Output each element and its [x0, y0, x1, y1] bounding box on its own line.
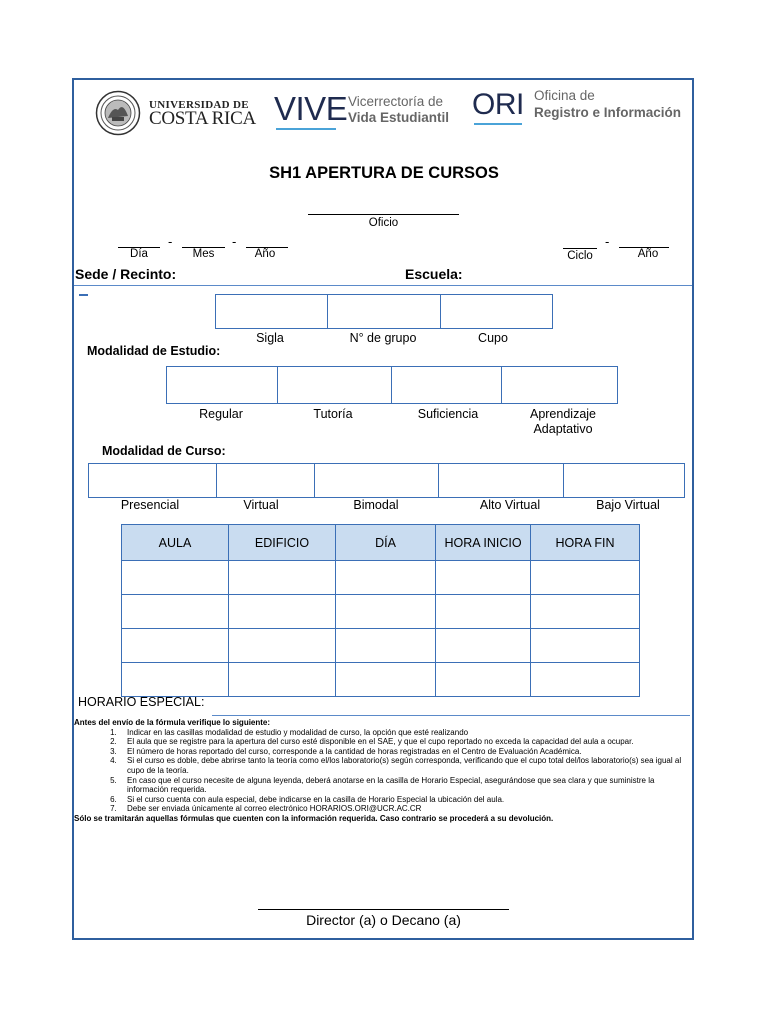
aula-cell[interactable]	[122, 561, 229, 595]
aprendizaje-adaptativo-box[interactable]	[501, 366, 618, 404]
mes-label: Mes	[192, 248, 215, 260]
hora-inicio-cell[interactable]	[436, 561, 531, 595]
instructions-intro: Antes del envío de la fórmula verifique lo siguiente:	[74, 718, 271, 727]
cupo-label: Cupo	[478, 331, 508, 345]
ucr-seal-logo	[95, 90, 141, 136]
ori-logo-word: ORI	[472, 88, 524, 121]
instruction-item: 6. Si el curso cuenta con aula especial, debe indicarse en la casilla de Horario Especial la ubicación del aula.	[119, 795, 694, 805]
tutoria-label: Tutoría	[313, 407, 353, 421]
ucr-name-line1: UNIVERSIDAD DE	[149, 99, 249, 111]
bajo-virtual-label: Bajo Virtual	[596, 498, 660, 512]
modalidad-estudio-row	[166, 366, 617, 404]
presencial-label: Presencial	[120, 498, 180, 512]
edificio-cell[interactable]	[229, 663, 336, 697]
table-row	[122, 629, 640, 663]
instruction-item: 2. El aula que se registre para la apertura del curso esté disponible en el SAE, y que el cupo reportado no exceda la capacidad del aula a ocupar.	[119, 737, 694, 747]
hora-inicio-cell[interactable]	[436, 595, 531, 629]
escuela-label: Escuela:	[405, 266, 463, 282]
ori-subtitle-line2: Registro e Información	[534, 105, 682, 120]
anio-label: Año	[254, 248, 276, 260]
suficiencia-label: Suficiencia	[417, 407, 479, 421]
vive-subtitle-line2: Vida Estudiantil	[348, 110, 450, 125]
regular-box[interactable]	[166, 366, 278, 404]
hora-inicio-header: HORA INICIO	[436, 525, 531, 561]
hora-fin-header: HORA FIN	[531, 525, 640, 561]
schedule-table	[121, 524, 640, 697]
dia-cell[interactable]	[336, 629, 436, 663]
adaptativo-label: Adaptativo	[533, 422, 593, 436]
ori-subtitle-line1: Oficina de	[534, 88, 595, 103]
instructions-list	[74, 728, 694, 814]
virtual-label: Virtual	[243, 498, 279, 512]
aula-cell[interactable]	[122, 595, 229, 629]
virtual-box[interactable]	[216, 463, 315, 498]
dia-header: DÍA	[336, 525, 436, 561]
hora-fin-cell[interactable]	[531, 629, 640, 663]
aula-cell[interactable]	[122, 629, 229, 663]
dia-cell[interactable]	[336, 663, 436, 697]
table-row	[122, 561, 640, 595]
instruction-item: 3. El número de horas reportado del curso, corresponde a la cantidad de horas registradas en el Centro de Evaluación Académica.	[119, 747, 694, 757]
suficiencia-box[interactable]	[391, 366, 502, 404]
date-separator: -	[168, 234, 173, 249]
regular-label: Regular	[199, 407, 243, 421]
aula-header: AULA	[122, 525, 229, 561]
date-separator: -	[232, 234, 237, 249]
anio2-label: Año	[637, 248, 659, 260]
hora-fin-cell[interactable]	[531, 663, 640, 697]
vive-logo-word: VIVE	[274, 90, 348, 127]
dia-cell[interactable]	[336, 595, 436, 629]
horario-especial-label: HORARIO ESPECIAL:	[78, 695, 205, 709]
ori-logo-underline	[474, 123, 522, 125]
edificio-cell[interactable]	[229, 561, 336, 595]
ucr-name-line2: COSTA RICA	[149, 108, 256, 129]
sede-label: Sede / Recinto:	[75, 266, 177, 282]
instructions-block	[74, 718, 694, 824]
modalidad-estudio-title: Modalidad de Estudio:	[87, 344, 221, 358]
instruction-item: 5. En caso que el curso necesite de alguna leyenda, deberá anotarse en la casilla de Horario Especial, asegurándose que sea clara y que suministre la información requerida.	[119, 776, 694, 795]
date-separator: -	[605, 234, 610, 249]
hora-inicio-cell[interactable]	[436, 629, 531, 663]
edificio-cell[interactable]	[229, 629, 336, 663]
hora-fin-cell[interactable]	[531, 595, 640, 629]
hora-fin-cell[interactable]	[531, 561, 640, 595]
presencial-box[interactable]	[88, 463, 217, 498]
sigla-box[interactable]	[215, 294, 328, 329]
table-row	[122, 663, 640, 697]
modalidad-curso-title: Modalidad de Curso:	[102, 444, 226, 458]
dia-label: Día	[130, 248, 148, 260]
table-row	[122, 595, 640, 629]
bimodal-label: Bimodal	[353, 498, 399, 512]
ciclo-field[interactable]	[563, 248, 597, 249]
alto-virtual-label: Alto Virtual	[479, 498, 541, 512]
aprendizaje-label: Aprendizaje	[529, 407, 596, 421]
ciclo-label: Ciclo	[567, 250, 593, 262]
sigla-label: Sigla	[256, 331, 284, 345]
edificio-cell[interactable]	[229, 595, 336, 629]
tutoria-box[interactable]	[277, 366, 392, 404]
signature-line[interactable]	[258, 909, 509, 910]
schedule-header-row	[122, 525, 640, 561]
course-fields-row	[215, 294, 552, 329]
signature-label: Director (a) o Decano (a)	[306, 912, 461, 928]
instruction-item: 7. Debe ser enviada únicamente al correo electrónico HORARIOS.ORI@UCR.AC.CR	[119, 804, 694, 814]
hora-inicio-cell[interactable]	[436, 663, 531, 697]
grupo-box[interactable]	[327, 294, 441, 329]
instruction-item: 4. Si el curso es doble, debe abrirse tanto la teoría como el/los laboratorio(s) según corresponda, verificando que el cupo total del/los laboratorio(s) sea igual al cupo de la teoría.	[119, 756, 694, 775]
modalidad-curso-row	[88, 463, 684, 498]
instructions-closing: Sólo se tramitarán aquellas fórmulas que cuenten con la información requerida. Caso contrario se procederá a su devolución.	[74, 813, 554, 823]
edificio-header: EDIFICIO	[229, 525, 336, 561]
vive-logo-underline	[276, 128, 336, 130]
dia-cell[interactable]	[336, 561, 436, 595]
horario-especial-field[interactable]	[212, 715, 690, 716]
oficio-label: Oficio	[368, 217, 399, 229]
oficio-field[interactable]	[308, 214, 459, 215]
bajo-virtual-box[interactable]	[563, 463, 685, 498]
instruction-item: 1. Indicar en las casillas modalidad de estudio y modalidad de curso, la opción que esté realizando	[119, 728, 694, 738]
vive-subtitle-line1: Vicerrectoría de	[348, 94, 444, 109]
form-title: SH1 APERTURA DE CURSOS	[269, 164, 499, 182]
cupo-box[interactable]	[440, 294, 553, 329]
bimodal-box[interactable]	[314, 463, 439, 498]
grupo-label: N° de grupo	[349, 331, 417, 345]
aula-cell[interactable]	[122, 663, 229, 697]
alto-virtual-box[interactable]	[438, 463, 564, 498]
section-divider	[74, 285, 692, 286]
small-marker	[79, 294, 88, 296]
